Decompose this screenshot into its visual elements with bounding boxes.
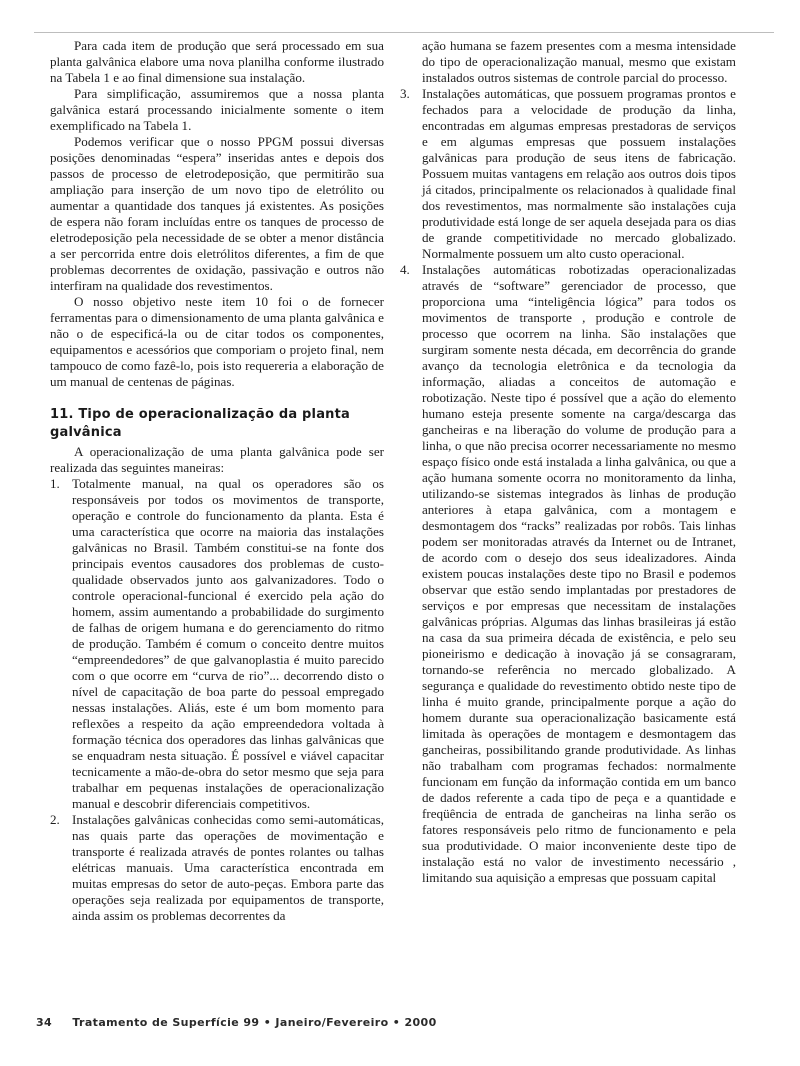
operation-types-list-continued (400, 86, 736, 886)
list-item (400, 262, 736, 886)
list-item-text: Instalações automáticas, que possuem programas prontos e fechados para a velocidade de produção da linha, encontradas em algumas empresas prestadoras de serviços e em algumas empresas que possuem instalações galvânicas para produção de seus itens de fabricação. Possuem muitas vantagens em relação aos outros dois tipos já citados, principalmente os relacionados à qualidade final dos revestimentos, mas normalmente são instalações cuja produtividade está longe de ser aquela desejada para os dias de grande competitividade no mercado globalizado. Normalmente possuem um alto custo operacional. (422, 86, 736, 261)
continued-paragraph: ação humana se fazem presentes com a mesma intensidade do tipo de operacionalização manual, mesmo que existam instalados outros sistemas de controle parcial do processo. (422, 38, 736, 85)
list-number: 4. (400, 262, 410, 277)
right-column (400, 38, 736, 886)
page-footer (36, 1016, 437, 1029)
section-heading: 11. Tipo de operacionalização da planta galvânica (50, 407, 351, 440)
list-item (50, 476, 384, 812)
top-rule (34, 32, 774, 33)
paragraph: Para cada item de produção que será processado em sua planta galvânica elabore uma nova planilha conforme ilustrado na Tabela 1 e ao final dimensione sua instalação. (50, 38, 384, 85)
list-number: 3. (400, 86, 410, 101)
list-item (50, 812, 384, 924)
running-title: Tratamento de Superfície 99 • Janeiro/Fevereiro • 2000 (72, 1016, 437, 1029)
left-column (50, 38, 384, 924)
section-intro: A operacionalização de uma planta galvânica pode ser realizada das seguintes maneiras: (50, 444, 384, 475)
list-number: 1. (50, 476, 60, 491)
paragraph: Podemos verificar que o nosso PPGM possui diversas posições denominadas “espera” inseridas antes e depois dos passos de processo de eletrodeposição, que permitirão sua ampliação para inserção de um novo tipo de eletrólito ou aumentar a quantidade dos tanques já existentes. As posições de espera não foram incluídas entre os tanques de processo de eletrodeposição pela necessidade de se obter a menor distância a ser percorrida entre dois eletrólitos diferentes, a fim de que problemas decorrentes de oxidação, passivação e outros não interfiram na qualidade dos revestimentos. (50, 134, 384, 293)
operation-types-list (50, 476, 384, 924)
list-item-text: Totalmente manual, na qual os operadores são os responsáveis por todos os movimentos de transporte, operação e controle do funcionamento da planta. Esta é uma característica que ocorre na maioria das instalações galvânicas no Brasil. Também constitui-se na fonte dos principais eventos causadores dos problemas de custo-qualidade observados junto aos galvanizadores. Todo o controle operacional-funcional é exercido pela ação do homem, assim aumentando a probabilidade do surgimento de falhas de origem humana e do gerenciamento do ritmo de produção. Também é comum o conceito dentre muitos “empreendedores” de que galvanoplastia é muito parecido com o que ocorre em “curva de rio”... decorrendo disto o nível de capacitação de boa parte do pessoal empregado nessas instalações. Aliás, este é um bom momento para reflexões a respeito da ação empreendedora voltada à formação técnica dos operadores das linhas galvânicas que se enquadram nesta situação. É possível e viável capacitar tecnicamente a mão-de-obra do setor mesmo que seja para trabalhar em pequenas instalações de operacionalização manual e descobrir diferenciais competitivos. (72, 476, 384, 811)
paragraph: Para simplificação, assumiremos que a nossa planta galvânica estará processando inicialmente somente o item exemplificado na Tabela 1. (50, 86, 384, 133)
list-item-text: Instalações automáticas robotizadas operacionalizadas através de “software” gerenciador de processo, que proporciona uma “inteligência lógica” para todos os movimentos de transporte , produção e controle de processo que ocorrem na linha. São instalações que surgiram somente nesta década, em decorrência do grande avanço da tecnologia eletrônica e da tecnologia da informação, aliadas a conceitos de automação e robotização. Neste tipo é possível que a ação do elemento humano esteja presente somente na carga/descarga das gancheiras e na liberação do volume de produção para a linha, o que não precisa ocorrer necessariamente no mesmo espaço físico onde está instalada a linha galvânica, ou que a ação humana somente ocorra no monitoramento da linha, utilizando-se sistemas integrados às linhas de produção anteriores à etapa galvânica, com a montagem e desmontagem dos “racks” realizadas por robôs. Tais linhas podem ser monitoradas através da Internet ou de Intranet, de acordo com o desejo dos seus idealizadores. Ainda existem poucas instalações deste tipo no Brasil e podemos observar que estão sendo implantadas por prestadores de serviços e por empresas que necessitam de instalações galvânicas próprias. Algumas das linhas brasileiras já estão na casa da sua primeira década de existência, e pelo seu pioneirismo e dedicação à inovação já se consagraram, tornando-se referência no mercado globalizado. A segurança e qualidade do revestimento obtido neste tipo de linha é muito grande, principalmente porque a ação do homem durante sua operacionalização basicamente está limitada às operações de montagem e desmontagem das gancheiras, possibilitando grande produtividade. As linhas não trabalham com programas fechados: normalmente funcionam em função da informação contida em um banco de dados referente a cada tipo de peça e a quantidade e freqüência de entrada de gancheiras na linha serão os fatores responsáveis pelo ritmo de funcionamento e pela sua produtividade. O maior inconveniente deste tipo de instalação está no valor de investimento necessário , limitando sua aquisição a empresas que possuam capital (422, 262, 736, 885)
list-item (400, 86, 736, 262)
list-item-text: Instalações galvânicas conhecidas como semi-automáticas, nas quais parte das operações de movimentação e transporte é realizada através de pontes rolantes ou talhas elétricas manuais. Uma característica encontrada em muitas empresas do setor de auto-peças. Embora parte das operações seja realizada por equipamentos de transporte, ainda assim os problemas decorrentes da (72, 812, 384, 923)
list-number: 2. (50, 812, 60, 827)
paragraph: O nosso objetivo neste item 10 foi o de fornecer ferramentas para o dimensionamento de uma planta galvânica e não o de especificá-la ou de citar todos os componentes, equipamentos e acessórios que comporiam o projeto final, nem tampouco de como fazê-lo, pois isto requereria a elaboração de um manual de centenas de páginas. (50, 294, 384, 389)
page-number: 34 (36, 1016, 53, 1029)
